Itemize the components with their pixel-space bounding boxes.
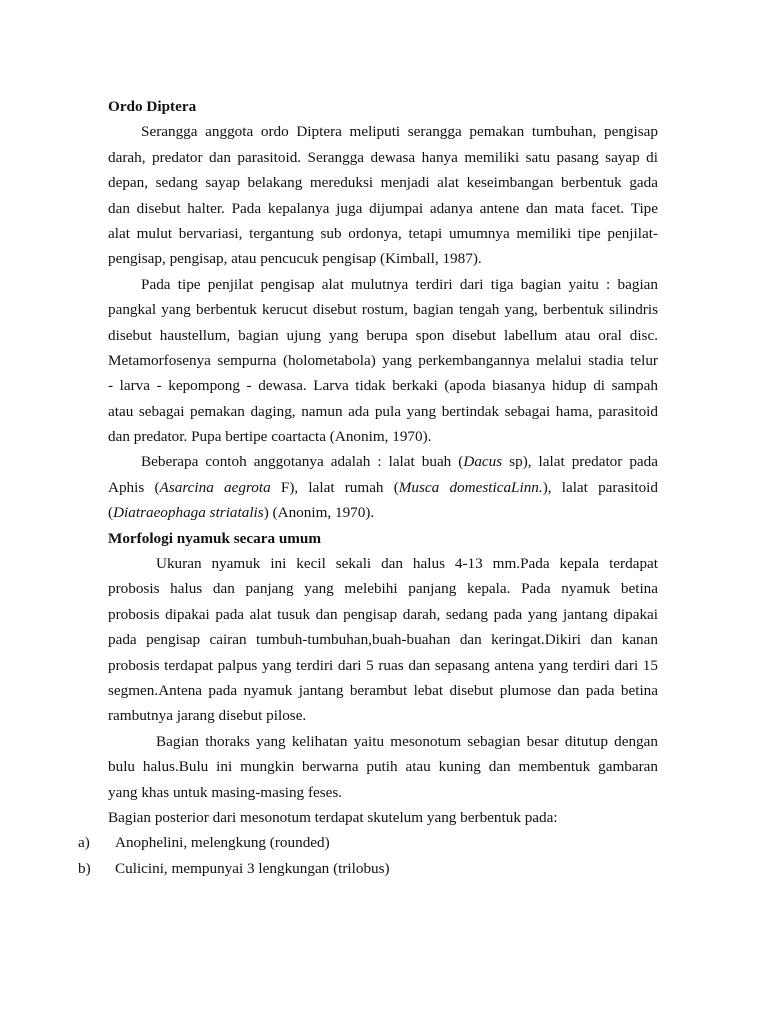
text-segment: ), lalat parasitoid bbox=[542, 478, 658, 496]
species-name: Dacus bbox=[463, 453, 503, 471]
text-line: probosis dipakai pada alat tusuk dan pengisap darah, sedang pada yang jantang dipakai bbox=[108, 605, 658, 623]
text-line: Metamorfosenya sempurna (holometabola) yang perkembangannya melalui stadia telur bbox=[108, 351, 658, 369]
species-name: Diatraeophaga striatalis bbox=[113, 504, 264, 522]
paragraph bbox=[108, 272, 658, 450]
text-line bbox=[108, 500, 658, 525]
text-line: alat mulut bervariasi, tergantung sub ordonya, tetapi umumnya memiliki tipe penjilat- bbox=[108, 224, 658, 242]
text-line: segmen.Antena pada nyamuk jantang berambut lebat disebut plumose dan pada betina bbox=[108, 681, 658, 699]
paragraph bbox=[108, 449, 658, 525]
list-item bbox=[78, 856, 658, 881]
text-line: Bagian posterior dari mesonotum terdapat skutelum yang berbentuk pada: bbox=[108, 808, 558, 826]
text-line: bulu halus.Bulu ini mungkin berwarna putih atau kuning dan membentuk gambaran bbox=[108, 758, 658, 776]
text-line: probosis terdapat palpus yang terdiri dari 5 ruas dan sepasang antena yang terdiri dari 15 bbox=[108, 656, 658, 674]
text-segment: Beberapa contoh anggotanya adalah : lalat buah ( bbox=[141, 453, 464, 471]
text-line: dan disebut halter. Pada kepalanya juga dijumpai adanya antene dan mata facet. Tipe bbox=[108, 199, 658, 217]
list-marker: b) bbox=[78, 859, 91, 877]
text-line: disebut haustellum, bagian ujung yang berupa spon disebut labellum atau oral disc. bbox=[108, 326, 658, 344]
paragraph bbox=[108, 729, 658, 805]
text-line bbox=[108, 475, 658, 500]
text-segment: sp), lalat predator pada bbox=[502, 453, 658, 471]
text-line: pengisap, pengisap, atau pencucuk pengisap (Kimball, 1987). bbox=[108, 250, 482, 268]
text-line: darah, predator dan parasitoid. Serangga dewasa hanya memiliki satu pasang sayap di bbox=[108, 148, 658, 166]
section-ordo-diptera bbox=[108, 94, 658, 526]
list-item-text: Anophelini, melengkung (rounded) bbox=[115, 834, 330, 852]
paragraph bbox=[108, 551, 658, 729]
text-line: pangkal yang berbentuk kerucut disebut rostum, bagian tengah yang, berbentuk silindris bbox=[108, 301, 658, 319]
text-line: atau sebagai pemakan daging, namun ada pula yang bertindak sebagai hama, parasitoid bbox=[108, 402, 658, 420]
list-marker: a) bbox=[78, 834, 90, 852]
paragraph bbox=[108, 805, 658, 830]
text-line: Pada tipe penjilat pengisap alat mulutnya terdiri dari tiga bagian yaitu : bagian bbox=[141, 275, 658, 293]
paragraph bbox=[108, 119, 658, 271]
text-segment: ( bbox=[108, 504, 114, 522]
text-line: rambutnya jarang disebut pilose. bbox=[108, 707, 307, 725]
text-line: Serangga anggota ordo Diptera meliputi serangga pemakan tumbuhan, pengisap bbox=[141, 123, 658, 141]
text-line: yang khas untuk masing-masing feses. bbox=[108, 783, 343, 801]
species-name: Musca domesticaLinn. bbox=[398, 478, 543, 496]
list-item bbox=[78, 830, 658, 855]
text-line: probosis halus dan panjang yang melebihi panjang kepala. Pada nyamuk betina bbox=[108, 580, 658, 598]
text-segment: ) (Anonim, 1970). bbox=[263, 504, 375, 522]
section-heading: Morfologi nyamuk secara umum bbox=[108, 529, 322, 547]
document-page bbox=[78, 94, 658, 881]
text-line: Bagian thoraks yang kelihatan yaitu mesonotum sebagian besar ditutup dengan bbox=[156, 732, 658, 750]
section-morfologi-nyamuk bbox=[78, 526, 658, 881]
text-segment: Aphis ( bbox=[108, 478, 160, 496]
text-segment: F), lalat rumah ( bbox=[270, 478, 399, 496]
text-line: pada pengisap cairan tumbuh-tumbuhan,buah-buahan dan keringat.Dikiri dan kanan bbox=[108, 631, 658, 649]
section-heading: Ordo Diptera bbox=[108, 98, 197, 115]
text-line: dan predator. Pupa bertipe coartacta (Anonim, 1970). bbox=[108, 428, 432, 446]
list bbox=[78, 830, 658, 881]
text-line: - larva - kepompong - dewasa. Larva tidak berkaki (apoda biasanya hidup di sampah bbox=[108, 377, 658, 395]
text-line: depan, sedang sayap belakang mereduksi menjadi alat keseimbangan berbentuk gada bbox=[108, 174, 658, 192]
list-item-text: Culicini, mempunyai 3 lengkungan (trilobus) bbox=[115, 859, 390, 877]
text-line bbox=[108, 449, 658, 474]
text-line: Ukuran nyamuk ini kecil sekali dan halus 4-13 mm.Pada kepala terdapat bbox=[156, 555, 658, 573]
species-name: Asarcina aegrota bbox=[159, 478, 271, 496]
